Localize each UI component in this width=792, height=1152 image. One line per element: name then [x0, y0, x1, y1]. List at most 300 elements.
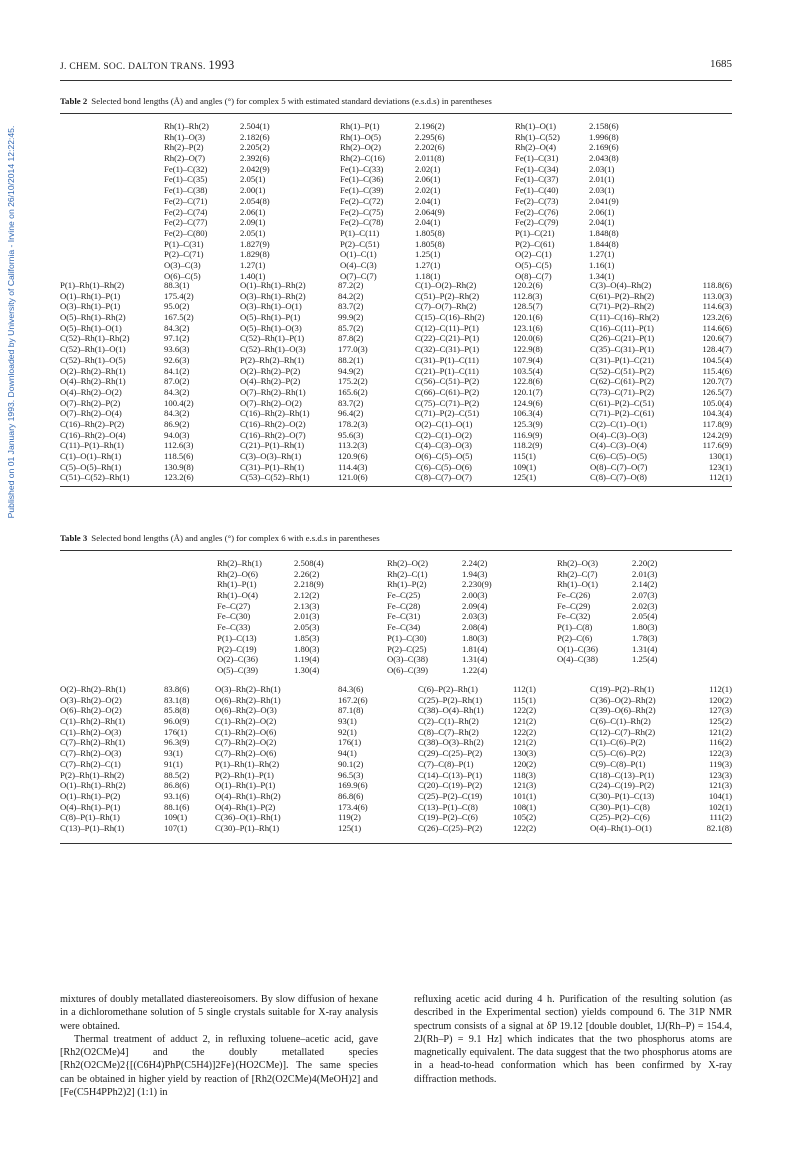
- table2-angle-atoms: C(66)–C(61)–P(2): [415, 386, 480, 397]
- table3-length-value: 1.31(4): [462, 654, 488, 665]
- table2-length-value: 1.848(8): [589, 227, 619, 238]
- table2-angle-value: 123.1(6): [513, 322, 543, 333]
- table3-angle-atoms: C(36)–O(1)–Rh(1): [215, 812, 281, 823]
- table3-length-atoms: P(1)–C(8): [557, 622, 593, 633]
- table2-angle-atoms: C(52)–Rh(1)–P(1): [240, 333, 305, 344]
- table3-angle-row: [0, 716, 792, 727]
- table2-angle-row: [0, 430, 792, 441]
- table3-angle-value: 122(2): [513, 705, 537, 716]
- table3-length-value: 2.508(4): [294, 558, 324, 568]
- table3-angle-value: 104(1): [708, 790, 732, 801]
- body-right-paragraph: refluxing acetic acid during 4 h. Purification of the resulting solution (as described in the Experimental section) yields compound 6. The 31P NMR spectrum consists of a signal at δP 19.12 [double doublet, 1J(Rh–P) = 154.4, 2J(Rh–P) = 9.1 Hz] which indicates that the two phosphorus atoms are magnetically equivalent. The data suggest that the two phosphorus atoms are in a head-to-head conformation which has been confirmed by X-ray diffraction methods.: [414, 994, 732, 1085]
- table3-angle-value: 127(3): [708, 705, 732, 716]
- table2-angle-atoms: C(51)–C(52)–Rh(1): [60, 472, 130, 483]
- table2-angle-atoms: C(73)–C(71)–P(2): [590, 386, 655, 397]
- table2-length-atoms: O(3)–C(3): [164, 259, 201, 270]
- table3-length-atoms: O(3)–C(38): [387, 654, 429, 665]
- table2-angle-atoms: C(8)–C(7)–O(8): [590, 472, 647, 483]
- table3-length-row: [0, 579, 792, 590]
- table2-length-atoms: Fe(2)–C(79): [515, 217, 559, 228]
- table2-angle-atoms: C(52)–Rh(1)–O(5): [60, 354, 126, 365]
- table3-length-value: 2.20(2): [632, 558, 658, 568]
- table2-angle-atoms: C(71)–P(2)–C(51): [415, 408, 480, 419]
- table3-angle-atoms: C(29)–C(25)–P(2): [418, 748, 483, 759]
- table2-angle-atoms: C(21)–P(1)–Rh(1): [240, 440, 305, 451]
- table2-angle-atoms: C(4)–C(3)–O(4): [590, 440, 647, 451]
- table2-length-atoms: Fe(2)–C(73): [515, 195, 559, 206]
- table2-angle-atoms: C(11)–P(1)–Rh(1): [60, 440, 124, 451]
- table2-length-value: 2.158(6): [589, 121, 619, 131]
- table2-length-row: [0, 132, 792, 143]
- table3-length-atoms: Fe–C(33): [217, 622, 251, 633]
- table2-angle-value: 92.6(3): [164, 354, 190, 365]
- table3-length-atoms: O(4)–C(38): [557, 654, 599, 665]
- table2-angle-value: 112(1): [709, 472, 732, 483]
- table3-length-value: 2.24(2): [462, 558, 488, 568]
- table2-angle-atoms: C(6)–C(5)–O(6): [415, 461, 472, 472]
- table3-angle-atoms: C(39)–O(6)–Rh(2): [590, 705, 656, 716]
- table3-length-atoms: Rh(2)–C(1): [387, 568, 428, 579]
- table3-angle-value: 121(3): [513, 780, 537, 791]
- table3-angle-atoms: C(1)–C(6)–P(2): [590, 737, 646, 748]
- table2-length-atoms: Fe(2)–C(74): [164, 206, 208, 217]
- table3-angle-value: 102(1): [708, 801, 732, 812]
- table3-angle-atoms: C(24)–C(19)–P(2): [590, 780, 655, 791]
- table2-length-value: 1.805(8): [415, 238, 445, 249]
- table2-angle-value: 87.8(2): [338, 333, 364, 344]
- table3-length-atoms: Rh(2)–Rh(1): [217, 558, 262, 568]
- table3-length-row: [0, 601, 792, 612]
- table3-length-value: 2.09(4): [462, 600, 488, 611]
- table2-angle-value: 85.7(2): [338, 322, 364, 333]
- table2-length-atoms: Rh(2)–O(4): [515, 142, 557, 153]
- table3-length-atoms: Rh(2)–O(6): [217, 568, 259, 579]
- table3-length-value: 1.80(3): [294, 643, 320, 654]
- table2-angle-value: 84.3(2): [164, 386, 190, 397]
- table2-angle-value: 105.0(4): [702, 397, 732, 408]
- table2-length-atoms: P(2)–C(71): [164, 249, 204, 260]
- table2-angle-atoms: C(1)–O(1)–Rh(1): [60, 451, 122, 461]
- table2-angle-value: 97.1(2): [164, 333, 190, 344]
- table2-length-value: 2.02(1): [415, 163, 441, 174]
- table3-angle-value: 96.5(3): [338, 769, 364, 780]
- table2-angle-value: 103.5(4): [513, 365, 543, 376]
- table2-length-value: 2.00(1): [240, 185, 266, 196]
- table2-angle-atoms: C(21)–P(1)–C(11): [415, 365, 479, 376]
- table2-angle-atoms: O(2)–Rh(2)–Rh(1): [60, 365, 126, 376]
- table2-angle-atoms: C(53)–C(52)–Rh(1): [240, 472, 310, 483]
- table3-angle-value: 122(2): [513, 726, 537, 737]
- table3-angle-value: 92(1): [338, 726, 357, 737]
- table2-length-atoms: P(1)–C(31): [164, 238, 204, 249]
- table2-length-value: 1.25(1): [415, 249, 441, 260]
- table2-angle-value: 93.6(3): [164, 344, 190, 355]
- table2-angle-value: 87.0(2): [164, 376, 190, 387]
- table2-angle-atoms: C(1)–O(2)–Rh(2): [415, 280, 477, 290]
- table2-angle-value: 124.2(9): [702, 429, 732, 440]
- table2-length-value: 2.06(1): [415, 174, 441, 185]
- table2-length-atoms: Fe(2)–C(78): [340, 217, 384, 228]
- table2-angle-value: 100.4(2): [164, 397, 194, 408]
- table2-angle-value: 87.2(2): [338, 280, 364, 290]
- table3-angle-atoms: O(4)–Rh(1)–P(2): [215, 801, 276, 812]
- table3-angle-atoms: C(1)–Rh(2)–O(3): [60, 726, 122, 737]
- table3-angle-atoms: C(13)–P(1)–C(8): [418, 801, 478, 812]
- table3-angle-row: [0, 705, 792, 716]
- table2-length-value: 2.01(1): [589, 174, 615, 185]
- table2-angle-atoms: C(6)–C(5)–O(5): [590, 451, 647, 461]
- table2-angle-atoms: C(15)–C(16)–Rh(2): [415, 312, 485, 323]
- table2-angle-atoms: C(16)–C(11)–P(1): [590, 322, 654, 333]
- table2-angle-value: 126.5(7): [702, 386, 732, 397]
- table3-angle-value: 85.8(8): [164, 705, 190, 716]
- table3-angle-atoms: O(4)–Rh(1)–Rh(2): [215, 790, 281, 801]
- table2-length-atoms: O(2)–C(1): [515, 249, 552, 260]
- table2-angle-atoms: C(16)–Rh(2)–O(4): [60, 429, 126, 440]
- table2-angle-row: [0, 462, 792, 473]
- table2-angle-row: [0, 344, 792, 355]
- table2-length-value: 1.27(1): [415, 259, 441, 270]
- table2-length-value: 2.392(6): [240, 153, 270, 164]
- table3-angle-value: 173.4(6): [338, 801, 368, 812]
- table3-angle-value: 93(1): [164, 748, 183, 759]
- table3-angle-value: 111(2): [709, 812, 732, 823]
- table3-length-value: 2.230(9): [462, 579, 492, 590]
- table2-length-atoms: Fe(1)–C(40): [515, 185, 559, 196]
- table2-length-atoms: P(1)–C(11): [340, 227, 380, 238]
- table2-label: Table 2: [60, 96, 88, 106]
- table3-angle-row: [0, 780, 792, 791]
- table3-angle-atoms: C(1)–Rh(2)–O(6): [215, 726, 277, 737]
- table3-angle-atoms: C(7)–Rh(2)–Rh(1): [60, 737, 126, 748]
- table2-angle-row: [0, 312, 792, 323]
- table2-length-atoms: Fe(2)–C(77): [164, 217, 208, 228]
- table3-angle-atoms: C(25)–P(2)–C(6): [590, 812, 650, 823]
- table2-angle-atoms: O(1)–Rh(1)–P(1): [60, 290, 121, 301]
- table2-length-value: 2.03(1): [589, 163, 615, 174]
- table2-length-row: [0, 196, 792, 207]
- table2-angle-value: 167.5(2): [164, 312, 194, 323]
- table2-length-value: 2.043(8): [589, 153, 619, 164]
- table2-angle-value: 115(1): [513, 451, 536, 461]
- table2-angle-row: [0, 419, 792, 430]
- table2-angle-atoms: P(1)–Rh(1)–Rh(2): [60, 280, 125, 290]
- table2-angle-value: 88.2(1): [338, 354, 364, 365]
- table3-length-value: 1.85(3): [294, 632, 320, 643]
- table3-length-value: 1.80(3): [632, 622, 658, 633]
- table2-angle-atoms: O(7)–Rh(2)–O(2): [240, 397, 302, 408]
- table2-length-row: [0, 249, 792, 260]
- table2-length-atoms: Fe(1)–C(38): [164, 185, 208, 196]
- table2-length-value: 2.504(1): [240, 121, 270, 131]
- table3-angle-row: [0, 823, 792, 834]
- table3-length-value: 1.25(4): [632, 654, 658, 665]
- table3-angle-atoms: O(6)–Rh(2)–O(3): [215, 705, 277, 716]
- table2-angle-value: 84.2(2): [338, 290, 364, 301]
- table3-angle-atoms: O(4)–Rh(1)–O(1): [590, 822, 652, 833]
- table3-length-value: 2.26(2): [294, 568, 320, 579]
- table2-length-row: [0, 239, 792, 250]
- table2-angle-atoms: O(4)–C(3)–O(3): [590, 429, 648, 440]
- table2-length-atoms: Rh(1)–O(5): [340, 131, 382, 142]
- table2-angle-value: 120.7(7): [702, 376, 732, 387]
- table3-angle-value: 169.9(6): [338, 780, 368, 791]
- journal-name: J. CHEM. SOC. DALTON TRANS.: [60, 62, 206, 72]
- table2-angle-atoms: O(8)–C(7)–O(7): [590, 461, 648, 472]
- table2-length-atoms: Fe(1)–C(36): [340, 174, 384, 185]
- table2-angle-atoms: C(51)–P(2)–Rh(2): [415, 290, 480, 301]
- table2-length-atoms: Fe(1)–C(31): [515, 153, 559, 164]
- table2-angle-value: 107.9(4): [513, 354, 543, 365]
- journal-running-head: [60, 58, 235, 73]
- table2-angle-atoms: C(12)–C(11)–P(1): [415, 322, 479, 333]
- table3-length-value: 2.218(9): [294, 579, 324, 590]
- table3-angle-value: 90.1(2): [338, 758, 364, 769]
- table3-length-row: [0, 558, 792, 569]
- table2-angle-value: 122.9(8): [513, 344, 543, 355]
- table2-angle-row: [0, 280, 792, 291]
- table3-angle-value: 107(1): [164, 822, 188, 833]
- table2-angle-value: 120.9(6): [338, 451, 368, 461]
- table2-angle-atoms: O(2)–Rh(2)–P(2): [240, 365, 301, 376]
- table3-angle-row: [0, 727, 792, 738]
- table3-angle-value: 83.1(8): [164, 694, 190, 705]
- table3-angle-row: [0, 748, 792, 759]
- table3-angle-atoms: O(3)–Rh(2)–O(2): [60, 694, 122, 705]
- table3-angle-row: [0, 759, 792, 770]
- table3-angle-atoms: C(30)–P(1)–C(8): [590, 801, 650, 812]
- table3-angle-atoms: C(38)–O(3)–Rh(2): [418, 737, 484, 748]
- table2-angle-atoms: C(7)–O(7)–Rh(2): [415, 301, 477, 312]
- table3-length-atoms: Rh(2)–O(3): [557, 558, 599, 568]
- table3-length-atoms: Rh(1)–O(1): [557, 579, 599, 590]
- table3-angle-atoms: C(1)–Rh(2)–O(2): [215, 716, 277, 727]
- table3-angle-atoms: O(2)–Rh(2)–Rh(1): [60, 684, 126, 694]
- table2-angle-value: 95.6(3): [338, 429, 364, 440]
- table2-length-value: 1.844(8): [589, 238, 619, 249]
- table2-length-row: [0, 153, 792, 164]
- table3-label: Table 3: [60, 533, 88, 543]
- table2-length-value: 1.34(1): [589, 270, 615, 281]
- table2-angle-atoms: C(61)–P(2)–C(51): [590, 397, 655, 408]
- table2-length-value: 2.041(9): [589, 195, 619, 206]
- table3-angle-atoms: C(18)–C(13)–P(1): [590, 769, 655, 780]
- table2-length-value: 2.04(1): [589, 217, 615, 228]
- table2-angle-value: 175.4(2): [164, 290, 194, 301]
- table3-length-row: [0, 644, 792, 655]
- table2-length-row: [0, 185, 792, 196]
- table2-angle-atoms: C(4)–C(3)–O(3): [415, 440, 472, 451]
- table2-bottom-rule: [60, 486, 732, 487]
- table2-length-value: 2.04(1): [415, 217, 441, 228]
- table3-bottom-rule: [60, 843, 732, 844]
- table2-length-value: 2.04(1): [415, 195, 441, 206]
- table3-length-value: 2.14(2): [632, 579, 658, 590]
- table2-length-row: [0, 228, 792, 239]
- table3-angle-value: 108(1): [513, 801, 537, 812]
- table3-length-row: [0, 611, 792, 622]
- table3-length-atoms: Fe–C(25): [387, 590, 421, 601]
- table2-angle-atoms: O(1)–Rh(1)–Rh(2): [240, 280, 306, 290]
- table2-angle-atoms: O(3)–Rh(1)–O(1): [240, 301, 302, 312]
- table2-angle-atoms: C(16)–Rh(2)–Rh(1): [240, 408, 310, 419]
- table2-angle-value: 84.3(2): [164, 408, 190, 419]
- table2-angle-atoms: C(62)–C(61)–P(2): [590, 376, 655, 387]
- table2-length-row: [0, 164, 792, 175]
- table3-angle-atoms: C(7)–Rh(2)–C(1): [60, 758, 121, 769]
- table3-length-atoms: Rh(1)–P(1): [217, 579, 257, 590]
- table2-length-value: 2.202(6): [415, 142, 445, 153]
- table2-length-atoms: Fe(1)–C(35): [164, 174, 208, 185]
- table2-angle-value: 114.4(3): [338, 461, 368, 472]
- table3-bond-angles: [0, 684, 792, 834]
- table3-angle-value: 118(3): [513, 769, 536, 780]
- table3-angle-atoms: C(7)–C(8)–P(1): [418, 758, 474, 769]
- table2-angle-value: 83.7(2): [338, 301, 364, 312]
- table2-angle-atoms: O(7)–Rh(2)–O(4): [60, 408, 122, 419]
- table3-length-atoms: P(1)–C(13): [217, 632, 257, 643]
- download-watermark-text: Published on 01 January 1993. Downloaded by University of California - Irvine on 26/10/2014 12:22:45.: [6, 125, 16, 519]
- table3-angle-atoms: C(12)–C(7)–Rh(2): [590, 726, 656, 737]
- header-rule: [60, 80, 732, 81]
- table3-angle-value: 101(1): [513, 790, 537, 801]
- table3-angle-atoms: C(6)–C(1)–Rh(2): [590, 716, 651, 727]
- table3-angle-value: 120(2): [513, 758, 537, 769]
- table2-angle-value: 106.3(4): [513, 408, 543, 419]
- table3-length-atoms: Rh(1)–O(4): [217, 590, 259, 601]
- table3-length-value: 2.08(4): [462, 622, 488, 633]
- table3-angle-atoms: C(19)–P(2)–Rh(1): [590, 684, 655, 694]
- table2-angle-value: 114.6(6): [702, 322, 732, 333]
- table2-angle-atoms: O(5)–Rh(1)–O(1): [60, 322, 122, 333]
- table2-angle-atoms: O(4)–Rh(2)–Rh(1): [60, 376, 126, 387]
- table2-angle-atoms: C(52)–Rh(1)–O(3): [240, 344, 306, 355]
- table2-caption: [60, 96, 492, 106]
- table3-length-atoms: Rh(2)–O(2): [387, 558, 429, 568]
- table2-length-value: 1.27(1): [589, 249, 615, 260]
- table2-length-value: 1.996(8): [589, 131, 619, 142]
- table2-angle-value: 120.0(6): [513, 333, 543, 344]
- table3-angle-value: 121(2): [513, 737, 537, 748]
- table2-length-value: 2.054(8): [240, 195, 270, 206]
- table2-angle-value: 122.8(6): [513, 376, 543, 387]
- table3-angle-atoms: C(7)–Rh(2)–O(6): [215, 748, 277, 759]
- table3-length-row: [0, 622, 792, 633]
- table2-angle-atoms: C(52)–Rh(1)–O(1): [60, 344, 126, 355]
- table2-length-value: 2.02(1): [415, 185, 441, 196]
- table3-angle-atoms: C(25)–P(2)–Rh(1): [418, 694, 483, 705]
- table2-length-atoms: P(2)–C(61): [515, 238, 555, 249]
- table3-angle-value: 119(2): [338, 812, 361, 823]
- table2-angle-row: [0, 440, 792, 451]
- table3-angle-atoms: C(8)–P(1)–Rh(1): [60, 812, 120, 823]
- table3-angle-value: 96.3(9): [164, 737, 190, 748]
- table3-angle-value: 176(1): [164, 726, 188, 737]
- table2-length-value: 2.205(2): [240, 142, 270, 153]
- table2-angle-value: 94.0(3): [164, 429, 190, 440]
- table2-angle-atoms: C(2)–C(1)–O(1): [590, 418, 647, 429]
- table3-length-atoms: O(6)–C(39): [387, 664, 429, 675]
- table3-angle-value: 120(2): [708, 694, 732, 705]
- table2-length-atoms: Rh(1)–P(1): [340, 121, 380, 131]
- table3-angle-atoms: P(2)–Rh(1)–P(1): [215, 769, 274, 780]
- table2-angle-atoms: O(4)–Rh(2)–P(2): [240, 376, 301, 387]
- table2-length-atoms: Rh(2)–P(2): [164, 142, 204, 153]
- table3-caption: [60, 533, 380, 543]
- table2-length-value: 1.829(8): [240, 249, 270, 260]
- table3-angle-atoms: P(1)–Rh(1)–Rh(2): [215, 758, 280, 769]
- body-left-column: [60, 993, 378, 1099]
- table3-caption-text: Selected bond lengths (Å) and angles (°) for complex 6 with e.s.d.s in parentheses: [91, 533, 380, 543]
- table3-angle-atoms: C(20)–C(19)–P(2): [418, 780, 483, 791]
- table2-angle-atoms: C(31)–P(1)–Rh(1): [240, 461, 305, 472]
- table2-angle-atoms: C(52)–Rh(1)–Rh(2): [60, 333, 130, 344]
- table3-length-row: [0, 590, 792, 601]
- table3-length-atoms: P(1)–C(30): [387, 632, 427, 643]
- table2-angle-value: 84.1(2): [164, 365, 190, 376]
- table3-length-atoms: P(2)–C(25): [387, 643, 427, 654]
- table2-angle-value: 112.8(3): [513, 290, 543, 301]
- table3-angle-atoms: P(2)–Rh(1)–Rh(2): [60, 769, 125, 780]
- table3-angle-atoms: C(5)–C(6)–P(2): [590, 748, 646, 759]
- table3-angle-atoms: C(30)–P(1)–C(13): [590, 790, 655, 801]
- table2-angle-atoms: C(35)–C(31)–P(1): [590, 344, 655, 355]
- table3-angle-atoms: C(13)–P(1)–Rh(1): [60, 822, 125, 833]
- table2-angle-value: 120.6(7): [702, 333, 732, 344]
- table3-length-value: 2.00(3): [462, 590, 488, 601]
- table3-length-row: [0, 633, 792, 644]
- table2-angle-atoms: C(16)–Rh(2)–O(2): [240, 418, 306, 429]
- table2-angle-atoms: C(71)–P(2)–C(61): [590, 408, 655, 419]
- table2-length-value: 2.05(1): [240, 227, 266, 238]
- table2-length-row: [0, 174, 792, 185]
- table2-angle-value: 121.0(6): [338, 472, 368, 483]
- table3-length-value: 2.02(3): [632, 600, 658, 611]
- table2-angle-value: 177.0(3): [338, 344, 368, 355]
- table3-angle-atoms: C(6)–P(2)–Rh(1): [418, 684, 478, 694]
- table2-angle-row: [0, 333, 792, 344]
- table2-angle-atoms: O(2)–C(1)–O(1): [415, 418, 473, 429]
- table3-angle-value: 96.0(9): [164, 716, 190, 727]
- table3-angle-value: 119(3): [709, 758, 732, 769]
- table3-angle-value: 105(2): [513, 812, 537, 823]
- table2-angle-row: [0, 408, 792, 419]
- table3-length-value: 2.05(3): [294, 622, 320, 633]
- table3-angle-value: 87.1(8): [338, 705, 364, 716]
- table3-angle-value: 122(3): [708, 748, 732, 759]
- table3-length-atoms: Fe–C(30): [217, 611, 251, 622]
- table2-angle-atoms: C(16)–Rh(2)–O(7): [240, 429, 306, 440]
- table2-length-atoms: Rh(1)–O(3): [164, 131, 206, 142]
- table2-angle-atoms: C(32)–C(31)–P(1): [415, 344, 480, 355]
- table3-angle-atoms: O(1)–Rh(1)–P(1): [215, 780, 276, 791]
- table3-angle-atoms: C(38)–O(4)–Rh(1): [418, 705, 484, 716]
- table2-angle-value: 104.3(4): [702, 408, 732, 419]
- table3-length-atoms: P(2)–C(6): [557, 632, 593, 643]
- table2-angle-atoms: O(4)–Rh(2)–O(2): [60, 386, 122, 397]
- body-right-column: [414, 993, 732, 1086]
- table3-angle-atoms: C(7)–Rh(2)–O(2): [215, 737, 277, 748]
- table2-length-atoms: O(7)–C(7): [340, 270, 377, 281]
- table3-angle-value: 115(1): [513, 694, 536, 705]
- table2-angle-value: 130.9(8): [164, 461, 194, 472]
- table3-length-atoms: Fe–C(29): [557, 600, 591, 611]
- page-number: 1685: [710, 58, 732, 70]
- table2-length-value: 2.011(8): [415, 153, 445, 164]
- table3-angle-atoms: C(1)–Rh(2)–Rh(1): [60, 716, 126, 727]
- table3-length-atoms: Fe–C(32): [557, 611, 591, 622]
- table2-length-atoms: Rh(2)–O(2): [340, 142, 382, 153]
